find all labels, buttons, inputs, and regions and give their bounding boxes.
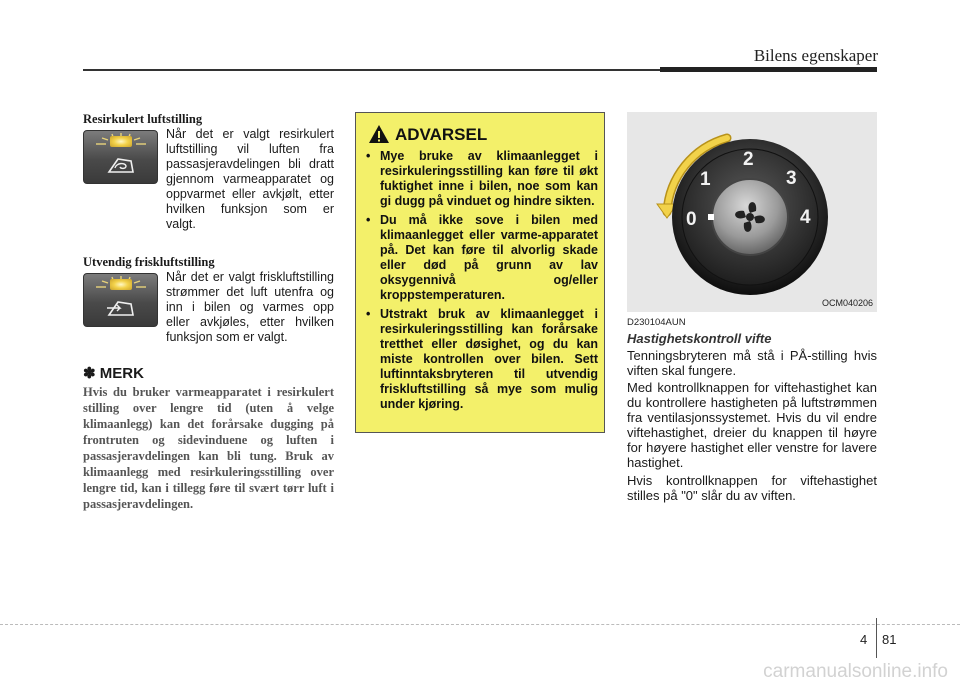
subsection-title: Hastighetskontroll vifte bbox=[627, 331, 772, 346]
image-code: OCM040206 bbox=[821, 298, 873, 308]
page-divider bbox=[876, 618, 877, 658]
fresh-heading: Utvendig friskluftstilling bbox=[83, 255, 215, 269]
indicator-led bbox=[110, 136, 132, 147]
warning-item: • Du må ikke sove i bilen med klimaanlegget eller varme-apparatet på. Det kan føre til alvorlig skade eller død på grunn av lav oksygennivå og/eller kroppstemperaturen. bbox=[366, 213, 598, 302]
warning-box bbox=[355, 112, 605, 433]
fan-paragraph-3: Hvis kontrollknappen for viftehastighet stilles på "0" slår du av viften. bbox=[627, 473, 877, 503]
recirc-button-image bbox=[83, 130, 158, 184]
warning-triangle-icon bbox=[368, 124, 390, 144]
footer-rule bbox=[0, 624, 960, 625]
knob-number-3: 3 bbox=[786, 168, 797, 189]
recirc-description: Når det er valgt resirkulert luftstilling vil luften fra passasjeravdelingen bli dratt gjennom varmeapparatet og oppvarmet eller avkjølt, etter hvilken funksjon som er valgt. bbox=[166, 127, 334, 231]
fresh-description: Når det er valgt friskluftstilling strømmer det luft utenfra og inn i bilen og varmes opp eller avkjøles, etter hvilken funksjon som er valgt. bbox=[166, 270, 334, 344]
header-rule-accent bbox=[660, 67, 877, 72]
watermark: carmanualsonline.info bbox=[763, 661, 948, 682]
note-text: Hvis du bruker varmeapparatet i resirkulert stilling over lengre tid (uten å velge klimaanlegg) kan det forårsake dugging på frontruten og sidevinduene og luften i passasjeravdelingen kan bli tung. Bruk av klimaanlegg med resirkuleringsstilling over lengre tid, kan i tillegg føre til svært tørr luft i passasjeravdelingen. bbox=[83, 385, 334, 511]
warning-item: • Utstrakt bruk av klimaanlegget i resirkuleringsstilling kan forårsake tretthet eller døsighet, og du kan miste kontrollen over bilen. Sett luftinntaksbryteren til utvendig friskluftstilling så mye som mulig under kjøring. bbox=[366, 307, 598, 411]
fan-knob-image bbox=[627, 112, 877, 312]
recirculation-icon bbox=[106, 153, 136, 175]
fan-speed-knob-illustration bbox=[627, 112, 877, 312]
warning-list bbox=[366, 149, 598, 416]
knob-number-0: 0 bbox=[686, 209, 697, 230]
header-rule bbox=[83, 69, 660, 71]
indicator-led bbox=[110, 279, 132, 290]
section-code: D230104AUN bbox=[627, 317, 686, 328]
knob-number-2: 2 bbox=[743, 149, 754, 170]
fresh-button-image bbox=[83, 273, 158, 327]
note-title: ✽ MERK bbox=[83, 365, 144, 382]
recirc-heading: Resirkulert luftstilling bbox=[83, 112, 203, 126]
knob-number-4: 4 bbox=[800, 207, 811, 228]
fresh-air-icon bbox=[106, 296, 136, 318]
fan-paragraph-1: Tenningsbryteren må stå i PÅ-stilling hvis viften skal fungere. bbox=[627, 348, 877, 378]
knob-number-1: 1 bbox=[700, 169, 711, 190]
chapter-number: 4 bbox=[860, 632, 868, 647]
page-number: 81 bbox=[882, 632, 897, 647]
section-title: Bilens egenskaper bbox=[753, 46, 878, 65]
warning-title: ADVARSEL bbox=[395, 125, 488, 144]
warning-item: • Mye bruke av klimaanlegget i resirkuleringsstilling kan føre til økt fuktighet inne i bilen, noe som kan gi dugg på vinduet og hindre sikten. bbox=[366, 149, 598, 208]
fan-paragraph-2: Med kontrollknappen for viftehastighet kan du kontrollere hastigheten på luftstrømmen fra ventilasjonssystemet. Hvis du vil endre viftehastighet, dreier du knappen til høyre for høyere hastighet eller venstre for lavere hastighet. bbox=[627, 380, 877, 470]
